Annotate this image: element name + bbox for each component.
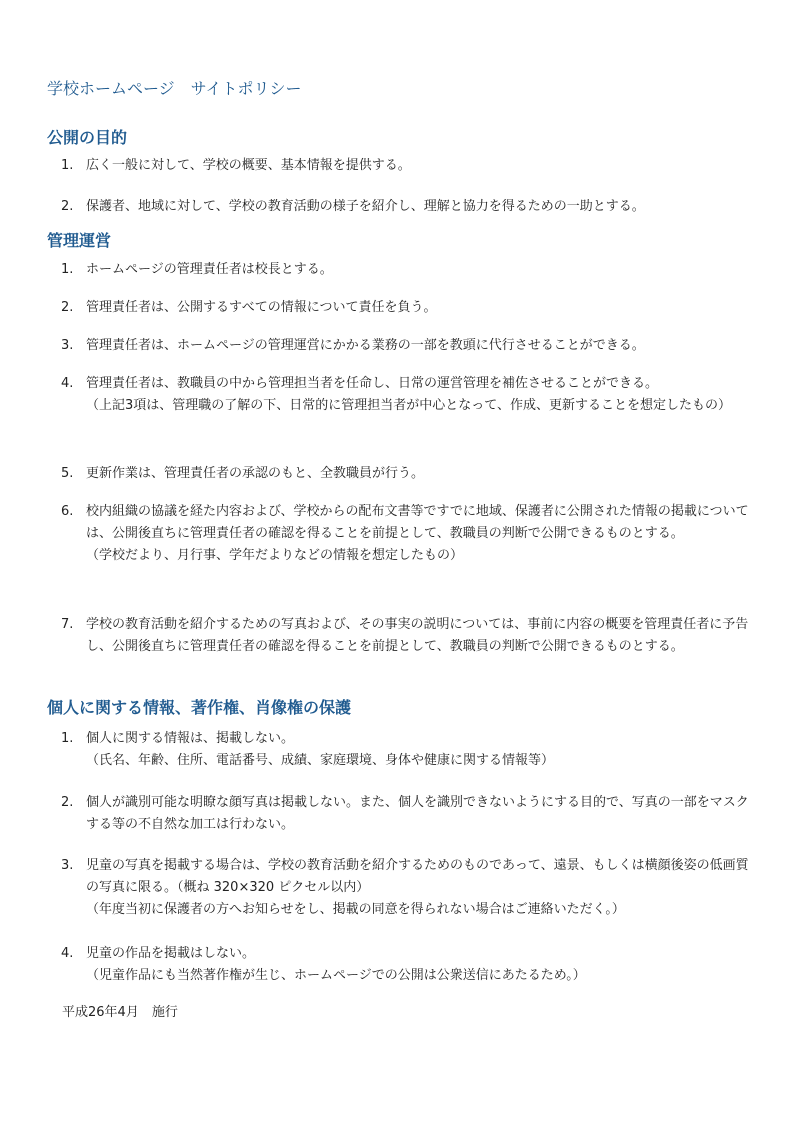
item-number: 4. — [61, 946, 74, 961]
item-number: 2. — [61, 300, 74, 315]
list-item — [0, 614, 756, 658]
item-text — [86, 501, 756, 567]
item-main-text: 管理責任者は、教職員の中から管理担当者を任命し、日常の運営管理を補佐させることができる。 — [86, 376, 659, 391]
item-text: 広く一般に対して、学校の概要、基本情報を提供する。 — [86, 158, 411, 173]
item-text: 保護者、地域に対して、学校の教育活動の様子を紹介し、理解と協力を得るための一助とする。 — [86, 199, 645, 214]
item-note: （上記3項は、管理職の了解の下、日常的に管理担当者が中心となって、作成、更新することを想定したもの） — [86, 398, 732, 413]
item-text — [86, 943, 756, 987]
list-item — [0, 463, 756, 501]
item-number: 1. — [61, 731, 74, 746]
list-item — [0, 501, 756, 614]
item-main-text: 児童の作品を掲載はしない。 — [86, 946, 256, 961]
list-item — [0, 259, 756, 297]
section-list-privacy — [0, 728, 756, 987]
item-note: （学校だより、月行事、学年だよりなどの情報を想定したもの） — [86, 548, 464, 563]
list-item — [0, 155, 756, 196]
item-number: 6. — [61, 504, 74, 519]
item-number: 5. — [61, 466, 74, 481]
section-heading-management: 管理運営 — [47, 231, 112, 250]
item-note: （氏名、年齢、住所、電話番号、成績、家庭環境、身体や健康に関する情報等） — [86, 753, 555, 768]
item-number: 4. — [61, 376, 74, 391]
item-text — [86, 855, 756, 921]
item-main-text: 個人に関する情報は、掲載しない。 — [86, 731, 295, 746]
item-text: 学校の教育活動を紹介するための写真および、その事実の説明については、事前に内容の概要を管理責任者に予告し、公開後直ちに管理責任者の確認を得ることを前提として、教職員の判断で公開できるものとする。 — [86, 617, 749, 654]
item-number: 3. — [61, 338, 74, 353]
item-number: 2. — [61, 199, 74, 214]
list-item — [0, 728, 756, 792]
list-item — [0, 855, 756, 943]
item-number: 1. — [61, 158, 74, 173]
item-text: 個人が識別可能な明瞭な顔写真は掲載しない。また、個人を識別できないようにする目的で、写真の一部をマスクする等の不自然な加工は行わない。 — [86, 795, 749, 832]
item-number: 2. — [61, 795, 74, 810]
page-title: 学校ホームページ サイトポリシー — [47, 79, 302, 98]
item-number: 1. — [61, 262, 74, 277]
item-text: 管理責任者は、公開するすべての情報について責任を負う。 — [86, 300, 437, 315]
section-list-management — [0, 259, 756, 658]
section-heading-purpose: 公開の目的 — [47, 128, 128, 147]
item-text: ホームページの管理責任者は校長とする。 — [86, 262, 333, 277]
enforcement-date: 平成26年4月 施行 — [62, 1005, 178, 1020]
list-item — [0, 196, 756, 218]
item-main-text: 校内組織の協議を経た内容および、学校からの配布文書等ですでに地域、保護者に公開された情報の掲載については、公開後直ちに管理責任者の確認を得ることを前提として、教職員の判断で公開できるものとする。 — [86, 504, 749, 541]
list-item — [0, 792, 756, 855]
section-heading-privacy: 個人に関する情報、著作権、肖像権の保護 — [47, 698, 352, 717]
item-text — [86, 728, 756, 772]
list-item — [0, 297, 756, 335]
item-main-text: 児童の写真を掲載する場合は、学校の教育活動を紹介するためのものであって、遠景、もしくは横顔後姿の低画質の写真に限る。（概ね 320×320 ピクセル以内） — [86, 858, 749, 895]
item-text: 更新作業は、管理責任者の承認のもと、全教職員が行う。 — [86, 466, 425, 481]
item-note: （年度当初に保護者の方へお知らせをし、掲載の同意を得られない場合はご連絡いただく。） — [86, 902, 625, 917]
list-item — [0, 373, 756, 463]
item-text — [86, 373, 756, 417]
section-list-purpose — [0, 155, 756, 218]
item-note: （児童作品にも当然著作権が生じ、ホームページでの公開は公衆送信にあたるため。） — [86, 968, 586, 983]
item-text: 管理責任者は、ホームページの管理運営にかかる業務の一部を教頭に代行させることができる。 — [86, 338, 645, 353]
list-item — [0, 943, 756, 987]
item-number: 3. — [61, 858, 74, 873]
item-number: 7. — [61, 617, 74, 632]
list-item — [0, 335, 756, 373]
